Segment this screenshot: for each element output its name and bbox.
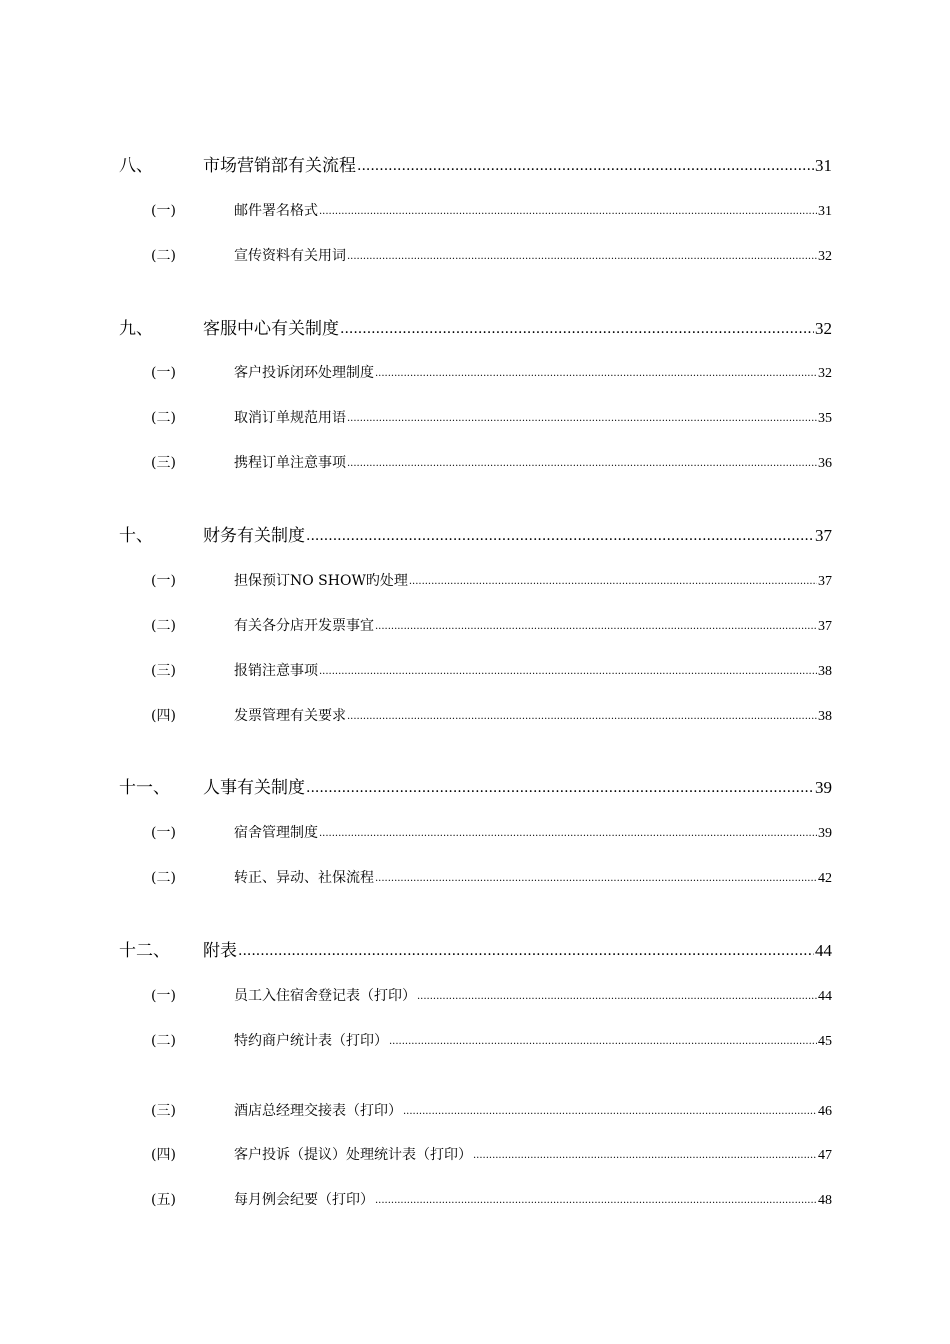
toc-entry-title: 人事有关制度	[203, 778, 305, 798]
toc-entry-subsection[interactable]	[151, 867, 832, 887]
toc-entry-number: (五)	[151, 1192, 176, 1208]
toc-entry-title: 市场营销部有关流程	[203, 156, 356, 176]
toc-entry-page: 31	[818, 204, 832, 219]
toc-dot-leader	[238, 939, 814, 956]
toc-entry-subsection[interactable]	[151, 985, 832, 1005]
toc-entry-page: 42	[818, 871, 832, 886]
toc-entry-title: 财务有关制度	[203, 526, 305, 546]
toc-entry-title: 客服中心有关制度	[203, 319, 339, 339]
toc-entry-number: (三)	[151, 663, 176, 679]
toc-dot-leader	[340, 317, 814, 334]
toc-entry-subsection[interactable]	[151, 1144, 832, 1164]
toc-dot-leader	[357, 154, 814, 171]
toc-dot-leader	[319, 823, 817, 837]
toc-entry-number: 十、	[119, 526, 153, 546]
toc-dot-leader	[347, 246, 817, 260]
toc-entry-page: 37	[815, 526, 832, 545]
toc-dot-leader	[347, 408, 817, 422]
toc-entry-section-11[interactable]	[119, 773, 832, 797]
toc-entry-title: 携程订单注意事项	[234, 455, 346, 471]
toc-entry-page: 32	[818, 366, 832, 381]
toc-entry-number: (四)	[151, 708, 176, 724]
toc-entry-number: (一)	[151, 203, 176, 219]
toc-entry-subsection[interactable]	[151, 407, 832, 427]
toc-entry-page: 47	[818, 1148, 832, 1163]
toc-entry-subsection[interactable]	[151, 705, 832, 725]
toc-entry-title: 宿舍管理制度	[234, 825, 318, 841]
toc-entry-number: 九、	[119, 319, 153, 339]
toc-dot-leader	[319, 661, 817, 675]
toc-dot-leader	[409, 571, 817, 585]
toc-entry-subsection[interactable]	[151, 200, 832, 220]
toc-entry-title: 邮件署名格式	[234, 203, 318, 219]
toc-entry-number: (一)	[151, 365, 176, 381]
toc-entry-number: (三)	[151, 455, 176, 471]
toc-entry-page: 46	[818, 1104, 832, 1119]
toc-entry-page: 37	[818, 574, 832, 589]
toc-entry-page: 31	[815, 156, 832, 175]
toc-entry-number: (二)	[151, 410, 176, 426]
toc-entry-subsection[interactable]	[151, 660, 832, 680]
toc-entry-title: 每月例会纪要（打印）	[234, 1192, 374, 1208]
toc-entry-page: 44	[815, 941, 832, 960]
toc-dot-leader	[319, 201, 817, 215]
toc-entry-page: 45	[818, 1034, 832, 1049]
toc-entry-title: 酒店总经理交接表（打印）	[234, 1103, 402, 1119]
toc-entry-subsection[interactable]	[151, 822, 832, 842]
toc-entry-page: 32	[818, 249, 832, 264]
toc-entry-number: (二)	[151, 248, 176, 264]
toc-entry-title: 特约商户统计表（打印）	[234, 1033, 388, 1049]
toc-entry-number: 八、	[119, 156, 153, 176]
toc-dot-leader	[417, 986, 817, 1000]
toc-entry-title: 附表	[203, 941, 237, 961]
toc-dot-leader	[403, 1101, 817, 1115]
toc-entry-page: 32	[815, 319, 832, 338]
toc-entry-number: (一)	[151, 573, 176, 589]
toc-entry-subsection[interactable]	[151, 362, 832, 382]
toc-entry-subsection[interactable]	[151, 1189, 832, 1209]
toc-entry-subsection[interactable]	[151, 570, 832, 590]
toc-entry-title: 员工入住宿舍登记表（打印）	[234, 988, 416, 1004]
toc-dot-leader	[375, 1190, 817, 1204]
toc-entry-number: 十一、	[119, 778, 170, 798]
toc-entry-page: 39	[818, 826, 832, 841]
toc-entry-subsection[interactable]	[151, 1030, 832, 1050]
toc-dot-leader	[389, 1031, 817, 1045]
toc-entry-number: (三)	[151, 1103, 176, 1119]
toc-entry-title: 转正、异动、社保流程	[234, 870, 374, 886]
toc-entry-page: 38	[818, 709, 832, 724]
toc-entry-title: 客户投诉闭环处理制度	[234, 365, 374, 381]
toc-dot-leader	[306, 524, 814, 541]
toc-entry-title: 担保预订NO SHOW旳处理	[234, 573, 408, 589]
toc-entry-title: 客户投诉（提议）处理统计表（打印）	[234, 1147, 472, 1163]
toc-entry-subsection[interactable]	[151, 615, 832, 635]
toc-entry-section-9[interactable]	[119, 314, 832, 338]
toc-dot-leader	[347, 453, 817, 467]
toc-entry-number: (二)	[151, 1033, 176, 1049]
toc-entry-title: 取消订单规范用语	[234, 410, 346, 426]
toc-entry-page: 37	[818, 619, 832, 634]
toc-entry-number: (二)	[151, 870, 176, 886]
toc-entry-section-8[interactable]	[119, 151, 832, 175]
toc-entry-title: 报销注意事项	[234, 663, 318, 679]
toc-entry-number: (二)	[151, 618, 176, 634]
toc-dot-leader	[306, 776, 814, 793]
toc-entry-section-12[interactable]	[119, 936, 832, 960]
toc-entry-page: 39	[815, 778, 832, 797]
toc-entry-number: (一)	[151, 988, 176, 1004]
toc-entry-section-10[interactable]	[119, 521, 832, 545]
toc-entry-page: 38	[818, 664, 832, 679]
toc-dot-leader	[347, 706, 817, 720]
toc-dot-leader	[375, 868, 817, 882]
toc-entry-number: (四)	[151, 1147, 176, 1163]
toc-dot-leader	[473, 1145, 817, 1159]
toc-entry-number: 十二、	[119, 941, 170, 961]
toc-entry-page: 36	[818, 456, 832, 471]
toc-entry-page: 35	[818, 411, 832, 426]
toc-entry-subsection[interactable]	[151, 452, 832, 472]
toc-entry-page: 48	[818, 1193, 832, 1208]
toc-entry-number: (一)	[151, 825, 176, 841]
toc-dot-leader	[375, 616, 817, 630]
toc-entry-subsection[interactable]	[151, 245, 832, 265]
toc-entry-page: 44	[818, 989, 832, 1004]
toc-entry-subsection[interactable]	[151, 1100, 832, 1120]
toc-entry-title: 宣传资料有关用词	[234, 248, 346, 264]
toc-entry-title: 发票管理有关要求	[234, 708, 346, 724]
toc-entry-title: 有关各分店开发票事宜	[234, 618, 374, 634]
toc-dot-leader	[375, 363, 817, 377]
